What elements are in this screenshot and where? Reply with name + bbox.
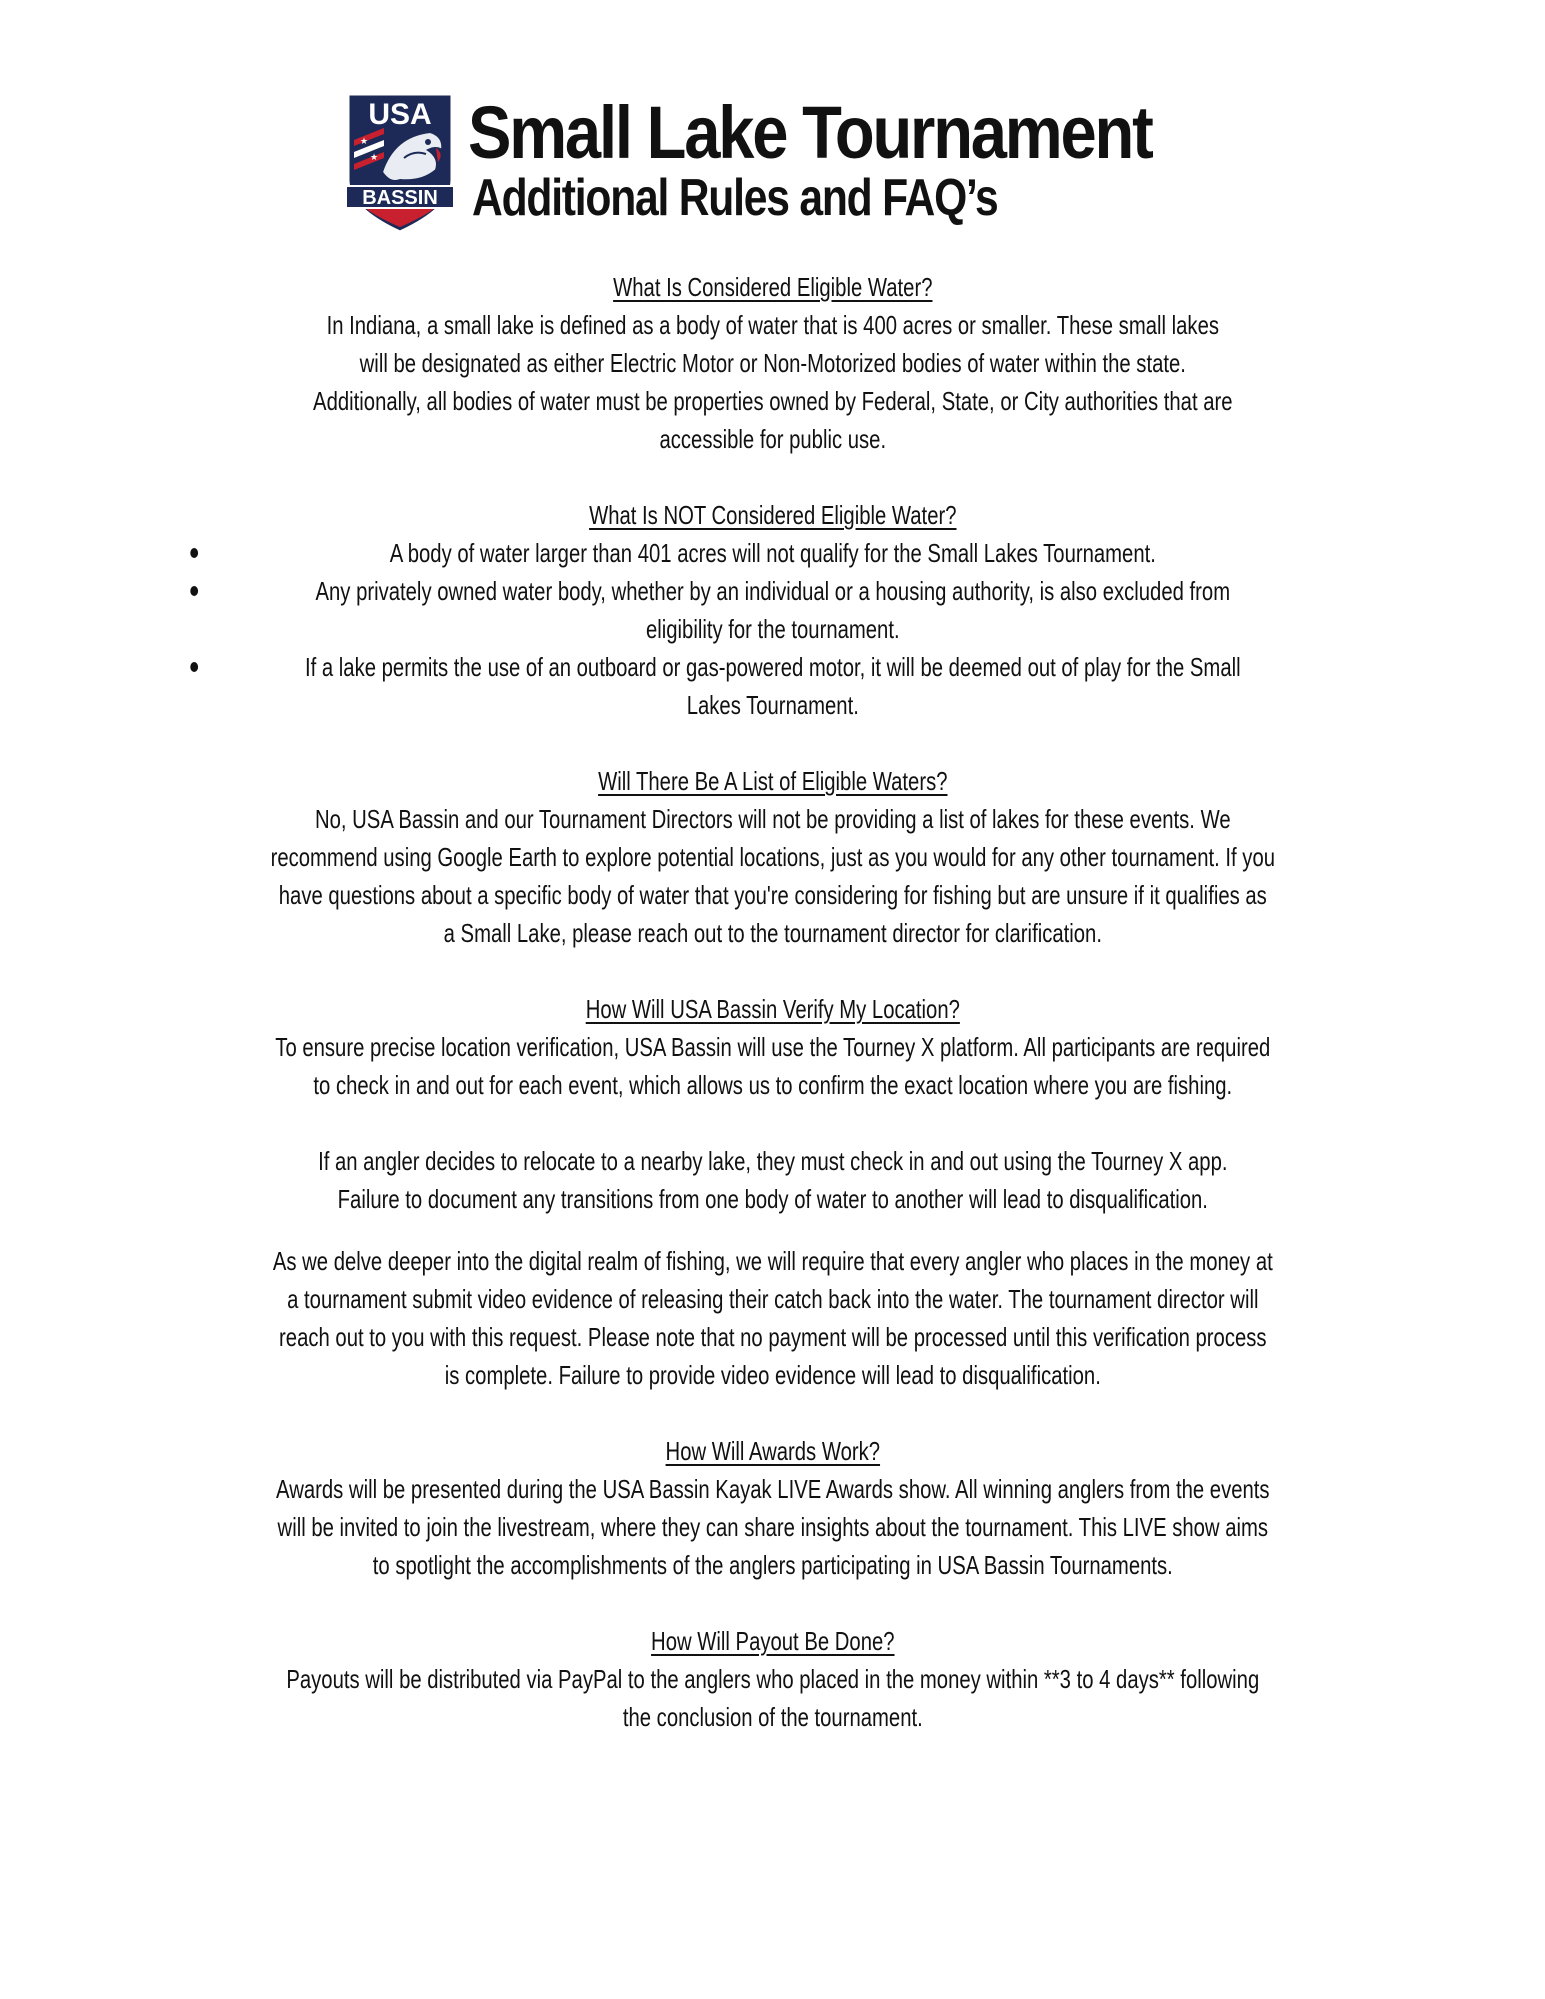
line: If an angler decides to relocate to a nearby lake, they must check in and out using the Tourney X app.: [317, 1146, 1228, 1176]
logo-bassin-text: BASSIN: [362, 187, 438, 209]
line: to spotlight the accomplishments of the anglers participating in USA Bassin Tournaments.: [372, 1550, 1173, 1580]
section-payout: [201, 1622, 1344, 1736]
line: If a lake permits the use of an outboard or gas-powered motor, it will be deemed out of play for the Small: [304, 652, 1241, 682]
line: Additionally, all bodies of water must be properties owned by Federal, State, or City authorities that are: [312, 386, 1233, 416]
line: No, USA Bassin and our Tournament Directors will not be providing a list of lakes for these events. We: [314, 804, 1231, 834]
svg-text:★: ★: [370, 153, 379, 163]
line: Any privately owned water body, whether by an individual or a housing authority, is also excluded from: [315, 576, 1230, 606]
line: Awards will be presented during the USA Bassin Kayak LIVE Awards show. All winning anglers from the events: [275, 1474, 1270, 1504]
faq-content: [200, 268, 1345, 1736]
line: reach out to you with this request. Please note that no payment will be processed until this verification process: [278, 1322, 1267, 1352]
line: the conclusion of the tournament.: [622, 1702, 923, 1732]
header: [344, 88, 1244, 238]
section-heading: What Is Considered Eligible Water?: [612, 272, 933, 302]
section-eligible-water: [201, 268, 1344, 458]
line: to check in and out for each event, which allows us to confirm the exact location where you are fishing.: [313, 1070, 1232, 1100]
bullet-icon: [190, 548, 198, 558]
line: a Small Lake, please reach out to the tournament director for clarification.: [443, 918, 1102, 948]
section-heading: What Is NOT Considered Eligible Water?: [588, 500, 957, 530]
line: eligibility for the tournament.: [645, 614, 900, 644]
line: have questions about a specific body of water that you're considering for fishing but are unsure if it qualifies as: [278, 880, 1267, 910]
logo-usa-text: USA: [368, 98, 432, 131]
line: Payouts will be distributed via PayPal to the anglers who placed in the money within **3 to 4 days** following: [286, 1664, 1259, 1694]
section-heading: Will There Be A List of Eligible Waters?: [597, 766, 948, 796]
section-awards: [201, 1432, 1344, 1584]
line: a tournament submit video evidence of releasing their catch back into the water. The tournament director will: [286, 1284, 1259, 1314]
list-item: [201, 572, 1344, 648]
svg-text:★: ★: [360, 137, 369, 147]
list-item: [201, 534, 1344, 572]
section-not-eligible-water: [201, 496, 1344, 724]
line: Failure to document any transitions from one body of water to another will lead to disqualification.: [337, 1184, 1208, 1214]
bullet-icon: [190, 662, 198, 672]
page-title: Small Lake Tournament: [468, 91, 1152, 174]
line: will be designated as either Electric Motor or Non-Motorized bodies of water within the state.: [359, 348, 1186, 378]
line: In Indiana, a small lake is defined as a body of water that is 400 acres or smaller. These small lakes: [326, 310, 1219, 340]
line: To ensure precise location verification, USA Bassin will use the Tourney X platform. All participants are required: [275, 1032, 1270, 1062]
line: Lakes Tournament.: [686, 690, 859, 720]
bullet-icon: [190, 586, 198, 596]
section-heading: How Will USA Bassin Verify My Location?: [585, 994, 960, 1024]
section-heading: How Will Payout Be Done?: [650, 1626, 895, 1656]
line: A body of water larger than 401 acres will not qualify for the Small Lakes Tournament.: [389, 538, 1156, 568]
section-heading: How Will Awards Work?: [665, 1436, 880, 1466]
line: recommend using Google Earth to explore potential locations, just as you would for any other tournament. If you: [270, 842, 1275, 872]
line: will be invited to join the livestream, where they can share insights about the tournament. This LIVE show aims: [277, 1512, 1268, 1542]
section-eligible-list: [201, 762, 1344, 952]
line: As we delve deeper into the digital realm of fishing, we will require that every angler who places in the money at: [272, 1246, 1273, 1276]
section-verify-location: [201, 990, 1344, 1394]
usa-bassin-logo: [344, 88, 456, 236]
page-subtitle: Additional Rules and FAQ’s: [472, 169, 998, 227]
line: accessible for public use.: [659, 424, 886, 454]
bullet-list: [201, 534, 1344, 724]
list-item: [201, 648, 1344, 724]
line: is complete. Failure to provide video evidence will lead to disqualification.: [444, 1360, 1101, 1390]
